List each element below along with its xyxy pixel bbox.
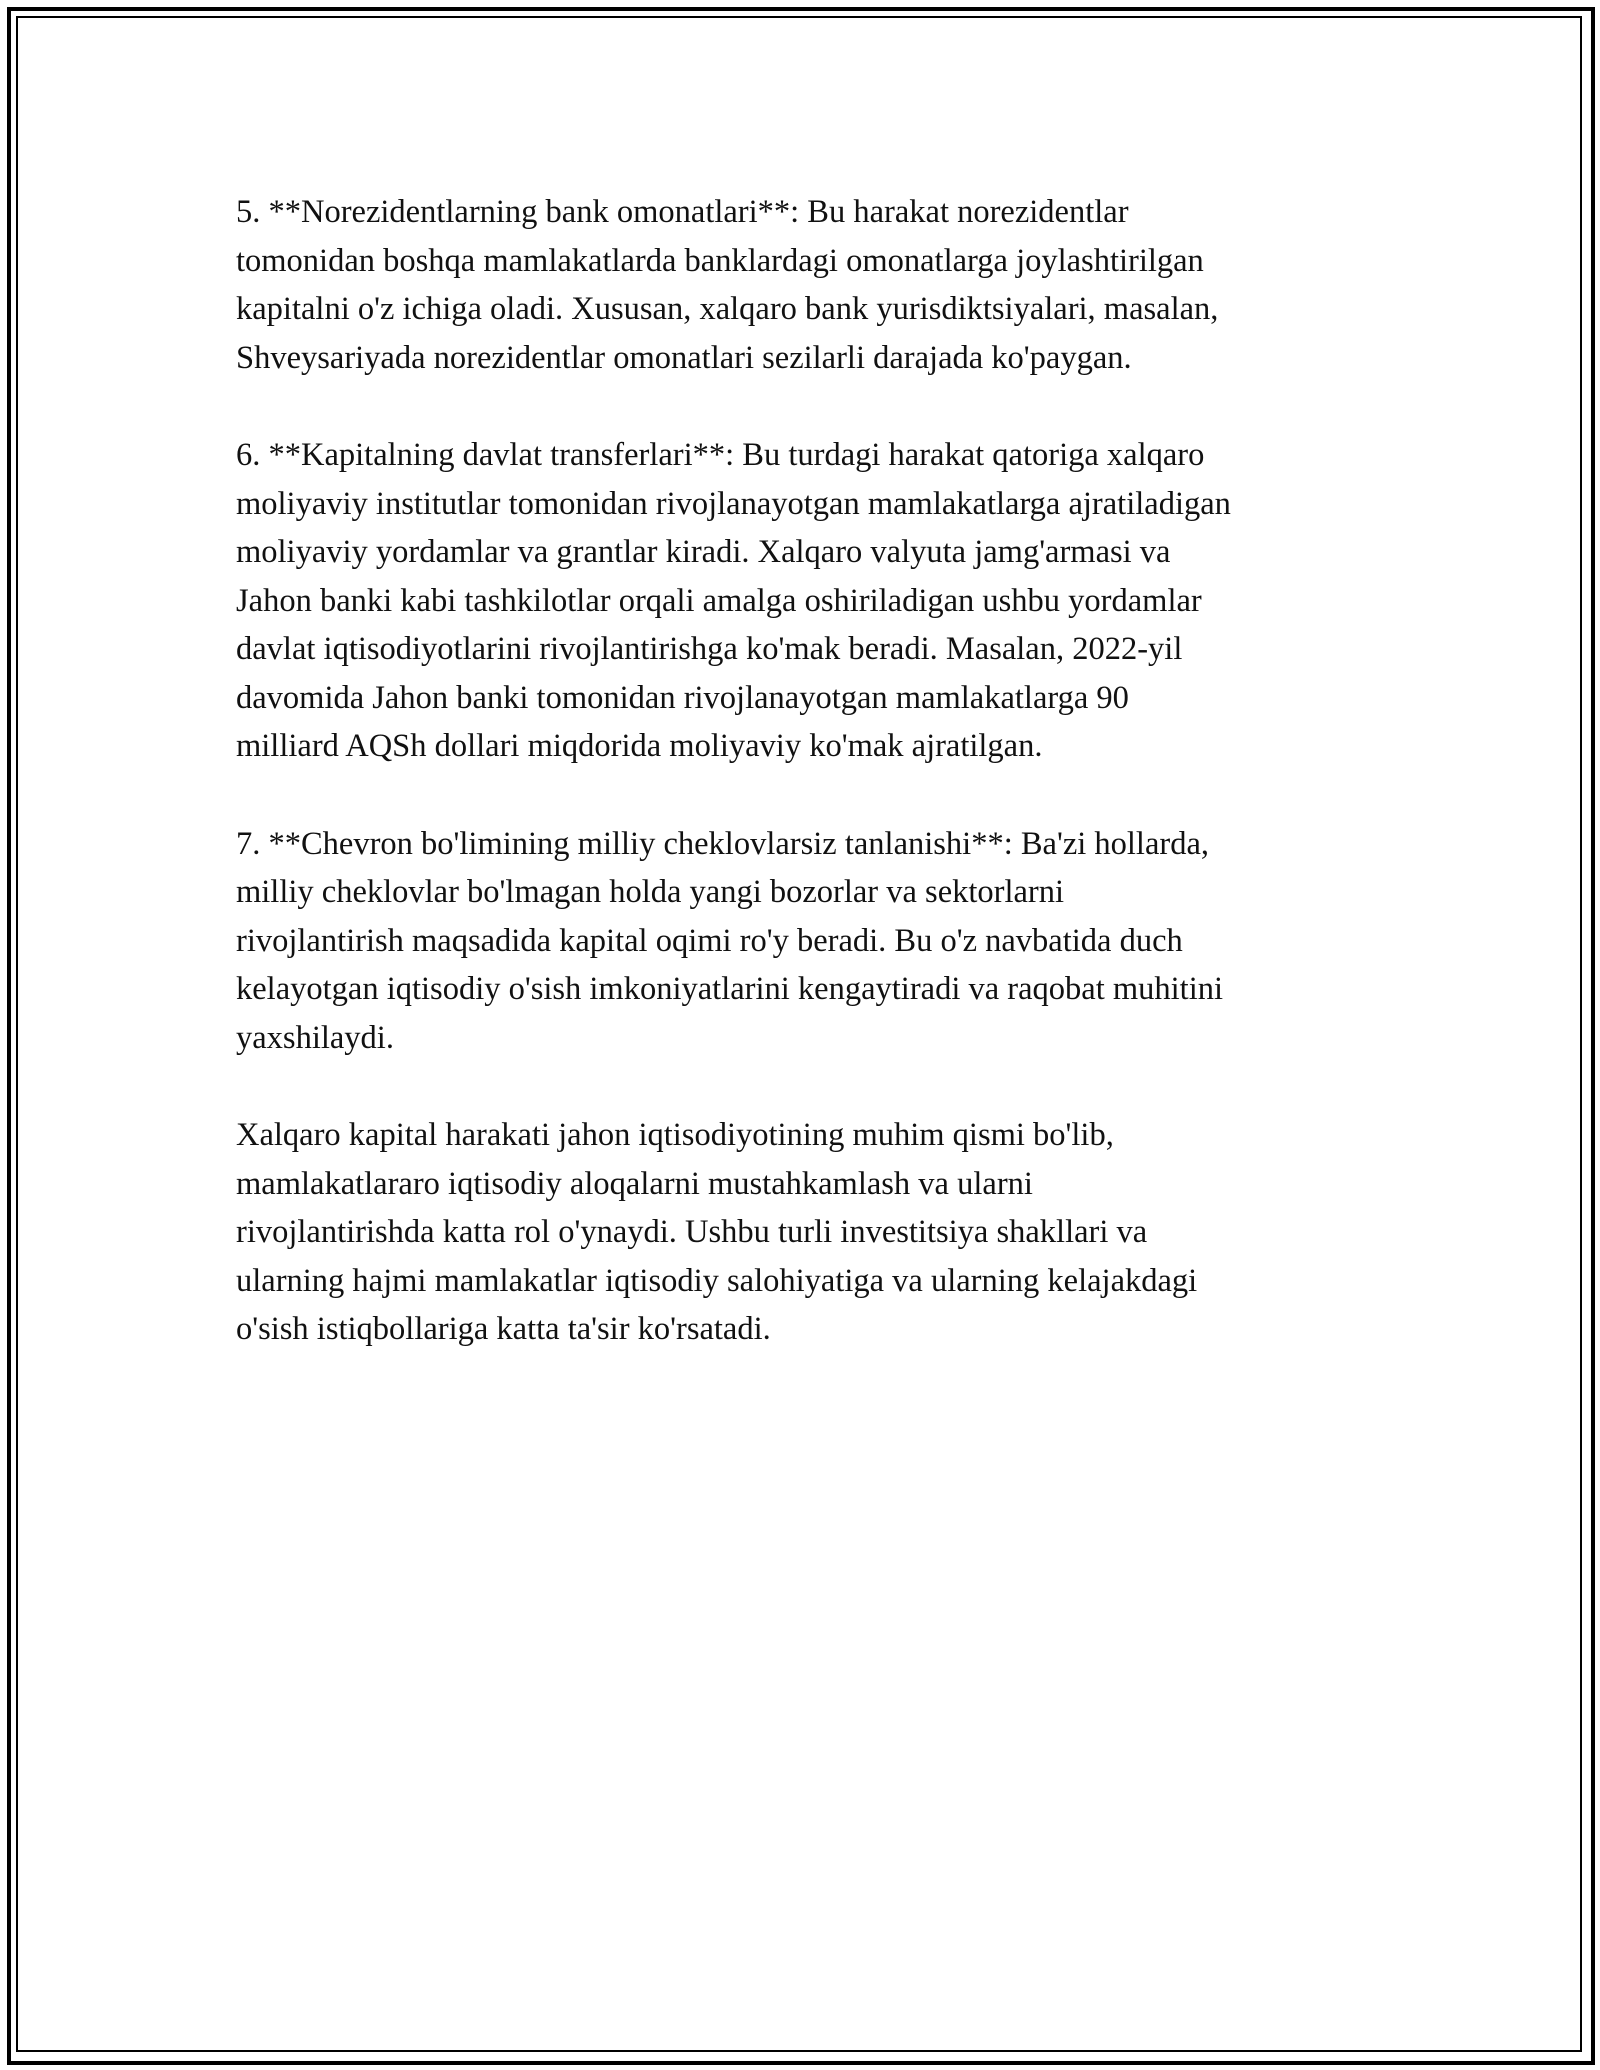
paragraph-state-capital-transfers: 6. **Kapitalning davlat transferlari**: Bu turdagi harakat qatoriga xalqaro moliyaviy institutlar tomonidan rivojlanayotgan mamlakatlarga ajratiladigan moliyaviy yordamlar va grantlar kiradi. Xalqaro valyuta jamg'armasi va Jahon banki kabi tashkilotlar orqali amalga oshiriladigan ushbu yordamlar davlat iqtisodiyotlarini rivojlantirishga ko'mak beradi. Masalan, 2022-yil davomida Jahon banki tomonidan rivojlanayotgan mamlakatlarga 90 milliard AQSh dollari miqdorida moliyaviy ko'mak ajratilgan. [236,437,1231,764]
paragraph-conclusion: Xalqaro kapital harakati jahon iqtisodiyotining muhim qismi bo'lib, mamlakatlararo iqtisodiy aloqalarni mustahkamlash va ularni rivojlantirishda katta rol o'ynaydi. Ushbu turli investitsiya shakllari va ularning hajmi mamlakatlar iqtisodiy salohiyatiga va ularning kelajakdagi o'sish istiqbollariga katta ta'sir ko'rsatadi. [236,1117,1198,1347]
paragraph-chevron-selection: 7. **Chevron bo'limining milliy cheklovlarsiz tanlanishi**: Ba'zi hollarda, milliy cheklovlar bo'lmagan holda yangi bozorlar va sektorlarni rivojlantirish maqsadida kapital oqimi ro'y beradi. Bu o'z navbatida duch kelayotgan iqtisodiy o'sish imkoniyatlarini kengaytiradi va raqobat muhitini yaxshilaydi. [236,825,1223,1056]
paragraph-nonresident-deposits: 5. **Norezidentlarning bank omonatlari**: Bu harakat norezidentlar tomonidan boshqa mamlakatlarda banklardagi omonatlarga joylashtirilgan kapitalni o'z ichiga oladi. Xususan, xalqaro bank yurisdiktsiyalari, masalan, Shveysariyada norezidentlar omonatlari sezilarli darajada ko'paygan. [236,194,1219,376]
document-body [236,188,1396,1403]
